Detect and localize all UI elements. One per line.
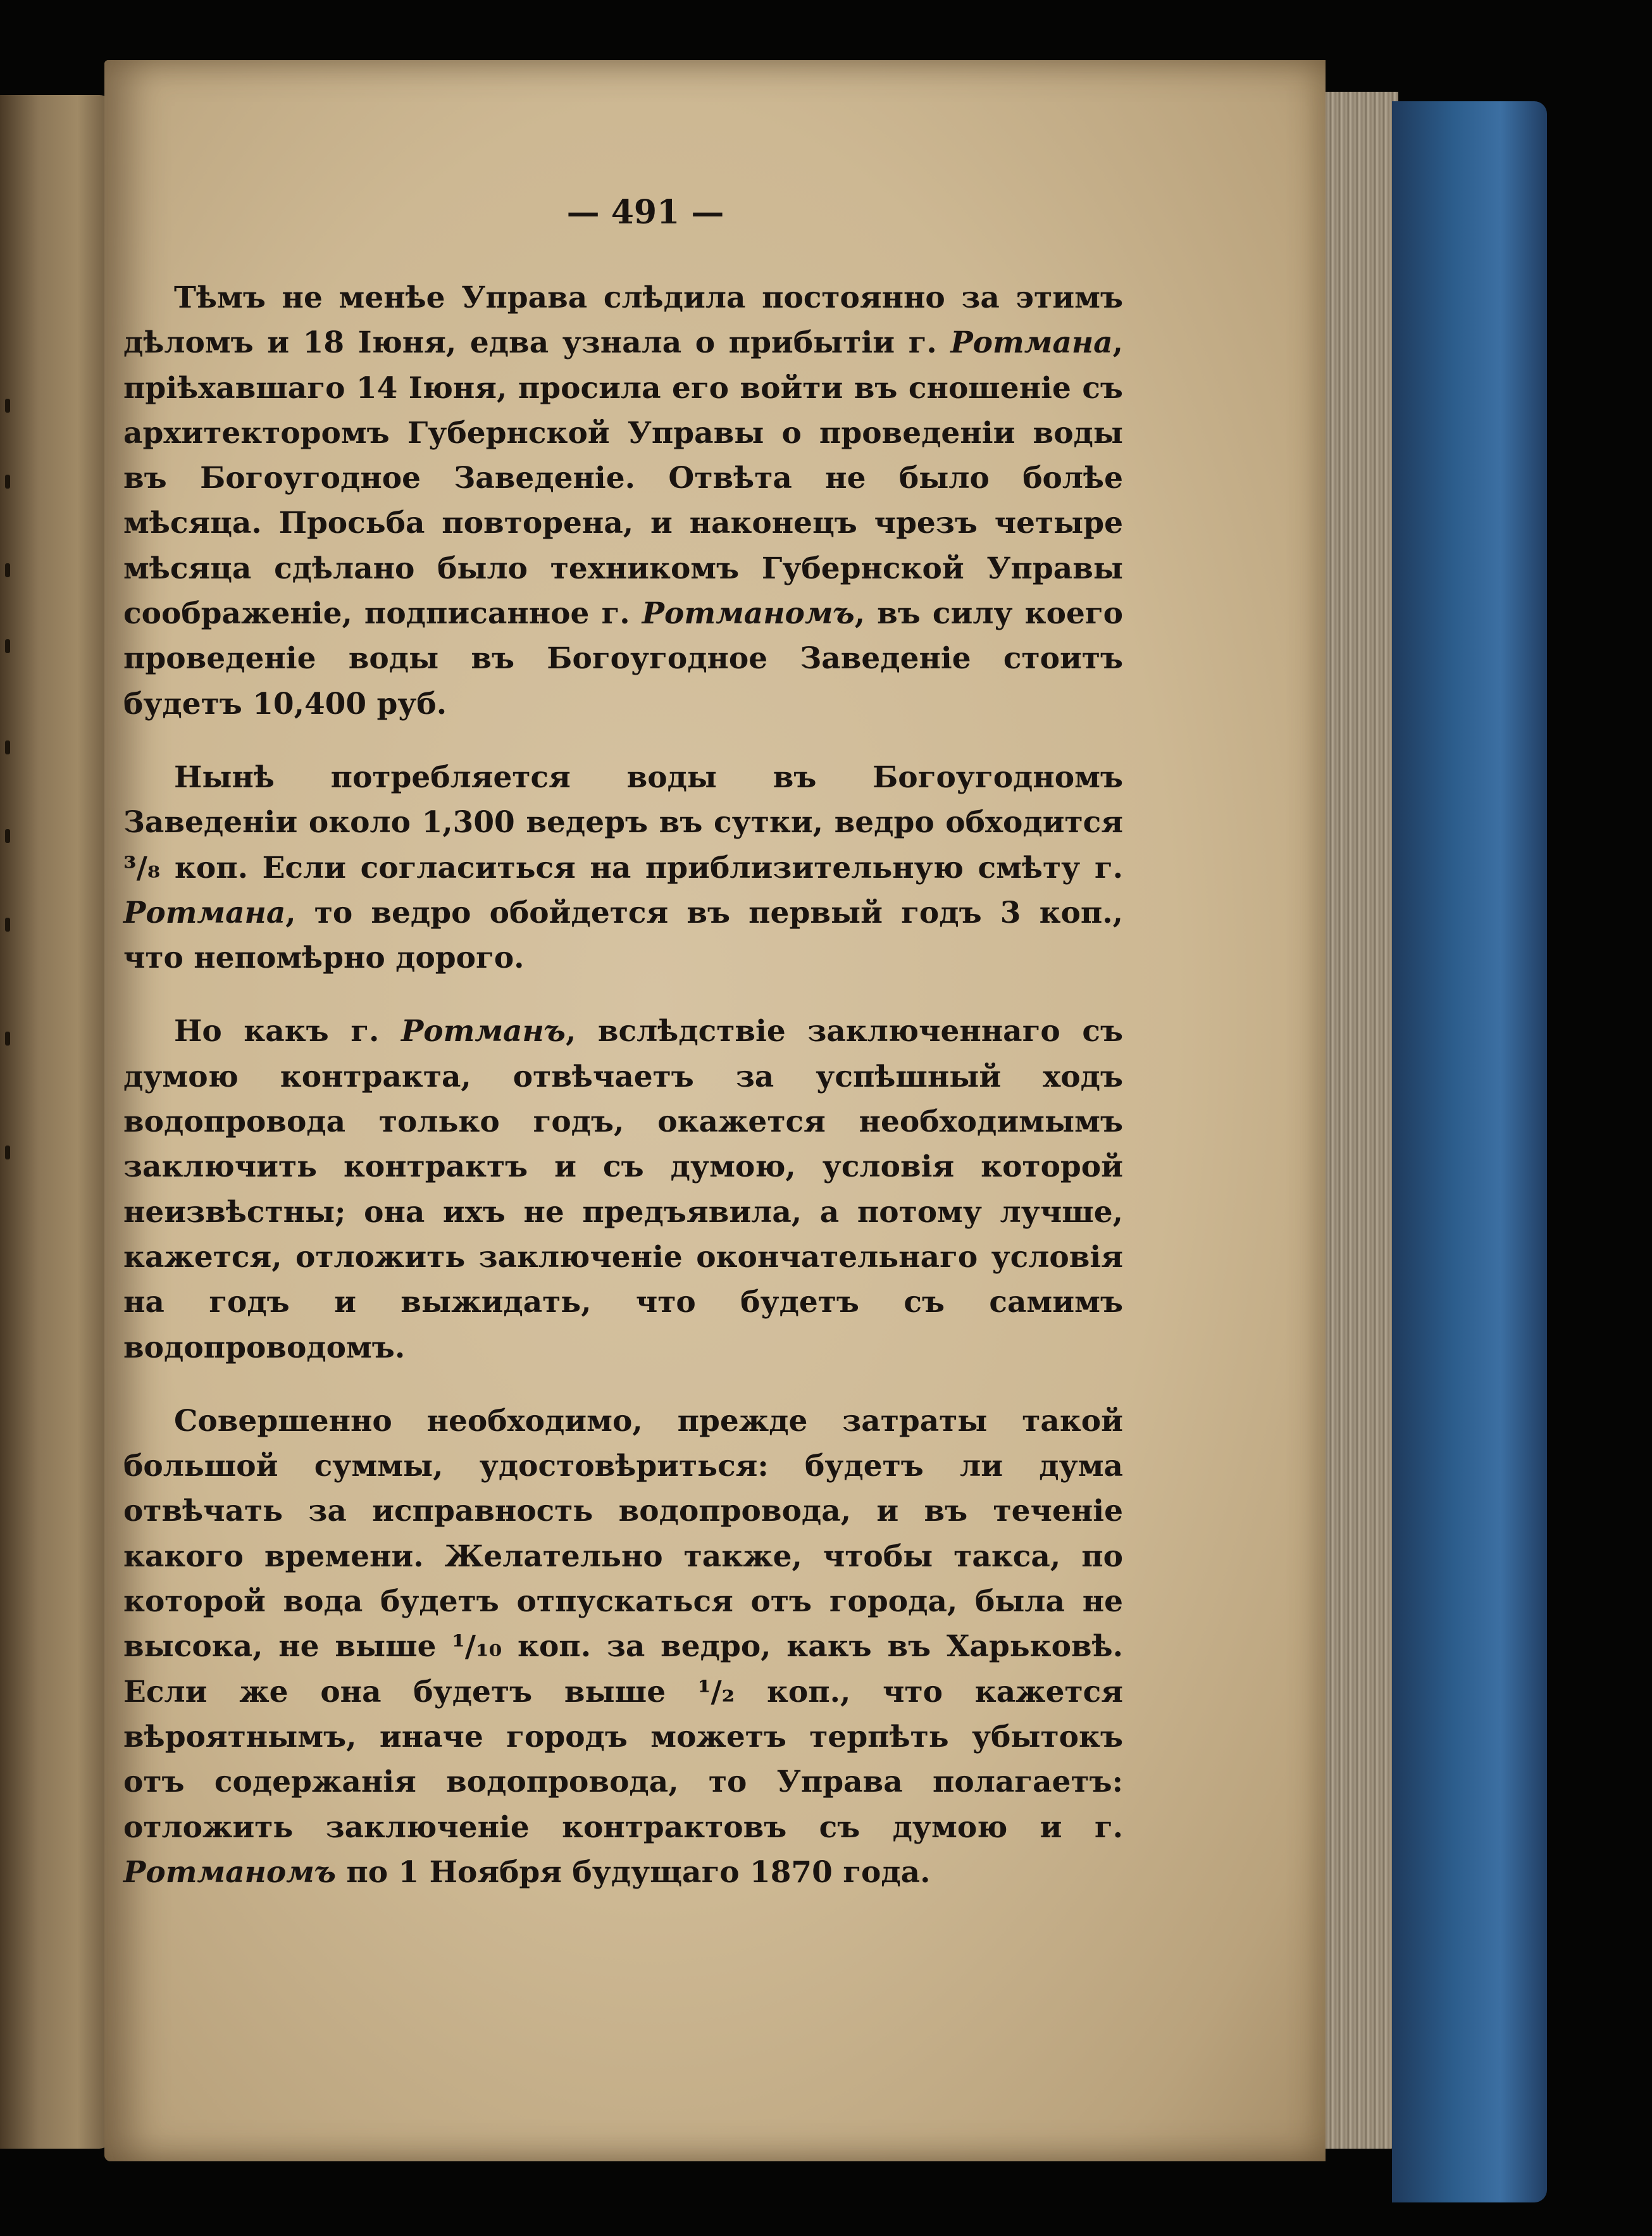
- left-facing-page: [0, 95, 111, 2149]
- name-rotman: Ротмана: [123, 895, 286, 930]
- name-rotman: Ротманомъ: [642, 596, 855, 632]
- left-page-text-fragments: [5, 399, 18, 1348]
- page-body: [123, 190, 1123, 1923]
- page-number: — 491 —: [566, 193, 724, 232]
- paragraph-4: Совершенно необходимо, прежде затраты такой большой суммы, удостовѣриться: будетъ ли дума отвѣчать за исправность водопровода, и въ теченіе какого времени. Желательно также, чтобы такса, по которой вода будетъ отпускаться отъ города, была не высока, не выше ¹/₁₀ коп. за ведро, какъ въ Харьковѣ. Если же она будетъ выше ¹/₂ коп., что кажется вѣроятнымъ, иначе городъ можетъ терпѣть убытокъ отъ содержанія водопровода, то Управа полагаетъ: отложить заключеніе контрактовъ съ думою и г. Ротманомъ по 1 Ноября будущаго 1870 года.: [123, 1403, 1123, 1890]
- paragraph-3: Но какъ г. Ротманъ, вслѣдствіе заключеннаго съ думою контракта, отвѣчаетъ за успѣшный ходъ водопровода только годъ, окажется необходимымъ заключить контрактъ и съ думою, условія которой неизвѣстны; она ихъ не предъявила, а потому лучше, кажется, отложить заключеніе окончательнаго условія на годъ и выжидать, что будетъ съ самимъ водопроводомъ.: [123, 1014, 1123, 1365]
- name-rotman: Ротманъ: [401, 1014, 566, 1049]
- paragraph-2: Нынѣ потребляется воды въ Богоугодномъ Заведеніи около 1,300 ведеръ въ сутки, ведро обходится ³/₈ коп. Если согласиться на приблизительную смѣту г. Ротмана, то ведро обойдется въ первый годъ 3 коп., что непомѣрно дорого.: [123, 759, 1123, 976]
- book-cover: [1392, 101, 1547, 2202]
- paragraph-1: Тѣмъ не менѣе Управа слѣдила постоянно за этимъ дѣломъ и 18 Іюня, едва узнала о прибытіи г. Ротмана, пріѣхавшаго 14 Іюня, просила его войти въ сношеніе съ архитекторомъ Губернской Управы о проведеніи воды въ Богоугодное Заведеніе. Отвѣта не было болѣе мѣсяца. Просьба повторена, и наконецъ чрезъ четыре мѣсяца сдѣлано было техникомъ Губернской Управы соображеніе, подписанное г. Ротманомъ, въ силу коего проведеніе воды въ Богоугодное Заведеніе стоитъ будетъ 10,400 руб.: [123, 280, 1123, 721]
- name-rotman: Ротманомъ: [123, 1854, 337, 1890]
- name-rotman: Ротмана: [950, 325, 1113, 361]
